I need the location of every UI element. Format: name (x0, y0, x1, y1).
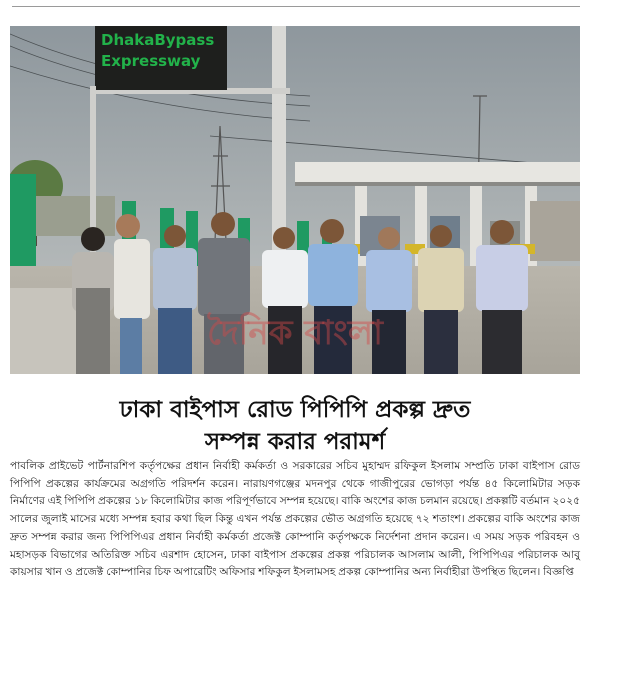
headline-line2: সম্পন্ন করার পরামর্শ (204, 428, 386, 455)
photo-scene (10, 26, 580, 374)
sign-line1: DhakaBypass (101, 31, 215, 49)
news-photo (10, 26, 580, 374)
sign-pole (272, 26, 286, 256)
headline-line1: ঢাকা বাইপাস রোড পিপিপি প্রকল্প দ্রুত (119, 396, 471, 423)
article-body: পাবলিক প্রাইভেট পার্টনারশিপ কর্তৃপক্ষের প্রধান নির্বাহী কর্মকর্তা ও সরকারের সচিব মুহাম্মদ রফিকুল ইসলাম সম্প্রতি ঢাকা বাইপাস রোড পিপিপি প্রকল্পের কার্যক্রমের অগ্রগতি পরিদর্শন করেন। নারায়ণগঞ্জের মদনপুর থেকে গাজীপুরের ভোগড়া পর্যন্ত ৪৫ কিলোমিটার সড়ক নির্মাণের এই পিপিপি প্রকল্পের ১৮ কিলোমিটার কাজ পরিপূর্ণভাবে সম্পন্ন হয়েছে। বাকি অংশের কাজ চলমান রয়েছে। প্রকল্পটি বর্তমান ২০২৫ সালের জুলাই মাসের মধ্যে সম্পন্ন হবার কথা ছিল কিন্তু এখন পর্যন্ত প্রকল্পের ভৌত অগ্রগতি হয়েছে ৭২ শতাংশ। প্রকল্পের বাকি অংশের কাজ দ্রুত সম্পন্ন করার জন্য পিপিপিএর প্রধান নির্বাহী কর্মকর্তা প্রজেক্ট কোম্পানি কর্তৃপক্ষকে নির্দেশনা প্রদান করেন। এ সময় সড়ক পরিবহন ও মহাসড়ক বিভাগের অতিরিক্ত সচিব এরশাদ হোসেন, ঢাকা বাইপাস প্রকল্পের প্রকল্প পরিচালক আসলাম আলী, পিপিপিএর পরিচালক আবু কায়সার খান ও প্রজেক্ট কোম্পানির চিফ অপারেটিং অফিসার শফিকুল ইসলামসহ প্রকল্প কোম্পানির অন্য নির্বাহীরা উপস্থিত ছিলেন। বিজ্ঞপ্তি (10, 460, 580, 579)
top-divider (12, 6, 580, 7)
sign-line2: Expressway (101, 52, 201, 70)
headline (10, 394, 580, 458)
watermark: দৈনিক বাংলা (207, 313, 383, 353)
